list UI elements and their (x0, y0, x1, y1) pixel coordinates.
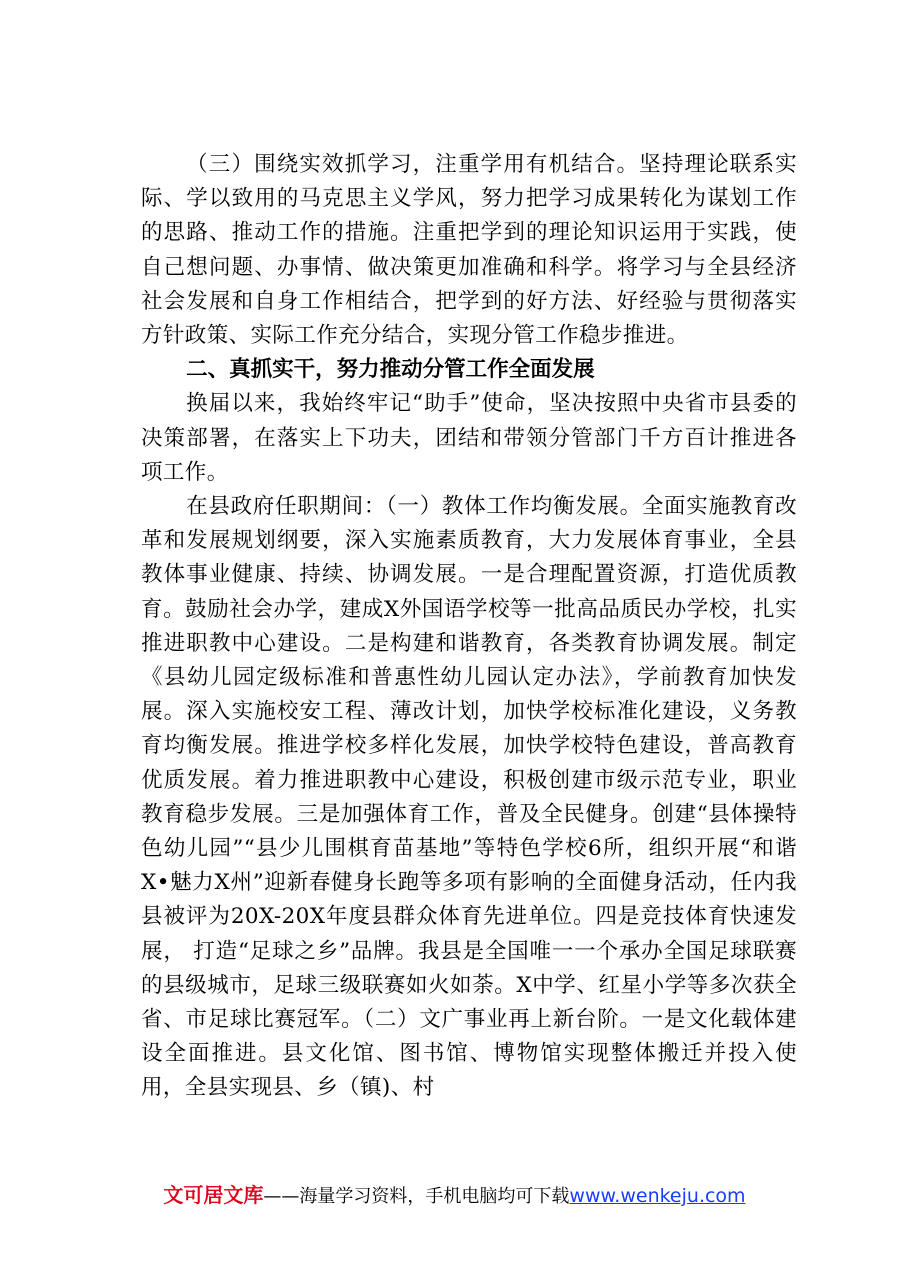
section-heading-2: 二、真抓实干，努力推动分管工作全面发展 (186, 357, 595, 383)
paragraph-since-election: 换届以来，我始终牢记“助手”使命，坚决按照中央省市县委的决策部署，在落实上下功夫，团结和带领分管部门千方百计推进各项工作。 (141, 391, 797, 485)
page-footer (0, 1183, 909, 1209)
document-body (141, 148, 797, 1106)
paragraph-county-government: 在县政府任职期间：（一）教体工作均衡发展。全面实施教育改革和发展规划纲要，深入实施素质教育，大力发展体育事业，全县教体事业健康、持续、协调发展。一是合理配置资源，打造优质教育。鼓励社会办学，建成X外国语学校等一批高品质民办学校，扎实推进职教中心建设。二是构建和谐教育，各类教育协调发展。制定《县幼儿园定级标准和普惠性幼儿园认定办法》，学前教育加快发展。深入实施校安工程、薄改计划，加快学校标准化建设，义务教育均衡发展。推进学校多样化发展，加快学校特色建设，普高教育优质发展。着力推进职教中心建设，积极创建市级示范专业，职业教育稳步发展。三是加强体育工作，普及全民健身。创建“县体操特色幼儿园”“县少儿围棋育苗基地”等特色学校6所，组织开展“和谐X•魅力X州”迎新春健身长跑等多项有影响的全面健身活动，任内我县被评为20X-20X年度县群众体育先进单位。四是竞技体育快速发展， 打造“足球之乡”品牌。我县是全国唯一一个承办全国足球联赛的县级城市，足球三级联赛如火如荼。X中学、红星小学等多次获全省、市足球比赛冠军。（二）文广事业再上新台阶。一是文化载体建设全面推进。县文化馆、图书馆、博物馆实现整体搬迁并投入使用，全县实现县、乡（镇)、村 (141, 494, 797, 1101)
paragraph-study-practice: （三）围绕实效抓学习，注重学用有机结合。坚持理论联系实际、学以致用的马克思主义学风，努力把学习成果转化为谋划工作的思路、推动工作的措施。注重把学到的理论知识运用于实践，使自己想问题、办事情、做决策更加准确和科学。将学习与全县经济社会发展和自身工作相结合，把学到的好方法、好经验与贯彻落实方针政策、实际工作充分结合，实现分管工作稳步推进。 (141, 152, 797, 349)
footer-dash: —— (263, 1186, 300, 1207)
footer-tagline: 海量学习资料，手机电脑均可下载 (299, 1186, 570, 1207)
footer-url-link[interactable]: www.wenkeju.com (569, 1185, 746, 1207)
footer-brand: 文可居文库 (163, 1183, 264, 1207)
